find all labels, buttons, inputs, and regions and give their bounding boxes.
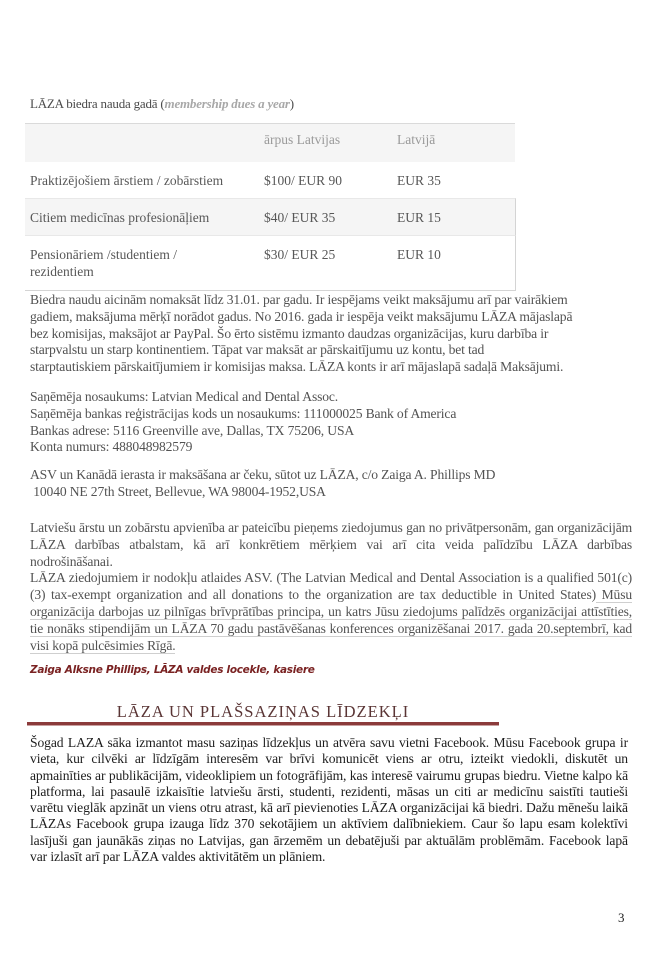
dues-title-en: membership dues a year (164, 96, 290, 111)
row-category: Pensionāriem /studentiem / rezidentiem (30, 247, 177, 279)
row-latvia: EUR 15 (397, 210, 441, 225)
row-category: Citiem medicīnas profesionāļiem (30, 210, 210, 225)
bank-recipient: Saņēmēja nosaukums: Latvian Medical and Dental Assoc. (30, 389, 339, 404)
signature: Zaiga Alksne Phillips, LĀZA valdes locekle, kasiere (30, 664, 315, 676)
table-row (25, 162, 515, 198)
header-abroad: ārpus Latvijas (264, 132, 341, 147)
header-latvia: Latvijā (397, 132, 436, 147)
dues-title (30, 96, 294, 112)
row-category: Praktizējošiem ārstiem / zobārstiem (30, 173, 224, 188)
tax-deduction-text: LĀZA ziedojumiem ir nodokļu atlaides ASV. (The Latvian Medical and Dental Association is a qualified 501(c) (3) tax-exempt organization and all donations to the organization are tax deductible in United States) (30, 570, 632, 603)
payment-info-line: starptautiskiem pārskaitījumiem ir komisijas maksa. LĀZA konts ir arī mājaslapā sadaļā Maksājumi. (30, 359, 564, 375)
row-latvia: EUR 10 (397, 247, 441, 262)
bank-details (30, 389, 632, 456)
bank-address: Bankas adrese: 5116 Greenville ave, Dallas, TX 75206, USA (30, 422, 355, 438)
check-payment-info (30, 467, 632, 501)
volunteer-text: Mūsu organizācija darbojas uz pilnīgas brīvprātības principa, un katrs Jūsu ziedojums palīdzēs organizācijai attīstīties, tie nonāks stipendijām un LĀZA 70 gadu pastāvēšanas konferences organizēšanai 2017. gada 20.septembrī, kad visi kopā pulcēsimies Rīgā. (30, 587, 632, 653)
facebook-paragraph: Šogad LAZA sāka izmantot masu saziņas līdzekļus un atvēra savu vietni Facebook. Mūsu Facebook grupa ir vieta, kur cilvēki ar līdzīgām interesēm var brīvi komunicēt viens ar otru, izteikt viedokli, diskutēt un apmainīties ar publikācijām, videoklipiem un fotogrāfijām, kas interesē vairumu grupas biedru. Vietne kalpo kā platforma, lai pasaulē izkaisītie latviešu ārsti, studenti, rezidenti, māsas un citi ar medicīnu saistīti tautieši varētu vieglāk apzināt un viens otru atrast, kā arī pievienoties LĀZA organizācijai kā biedri. Dažu mēnešu laikā LĀZAs Facebook grupa izauga līdz 370 sekotājiem un aktīviem dalībniekiem. Caur šo lapu esam kolektīvi lasījuši gan jaunākās ziņas no Latvijas, gan ārzemēm un debatējuši par aktuālām problēmām. Facebook lapā var izlasīt arī par LĀZA valdes aktivitātēm un plāniem. (30, 735, 628, 865)
payment-info-line: bez komisijas, maksājot ar PayPal. Šo ērto sistēmu izmanto daudzas organizācijas, kuru darbība ir (30, 325, 549, 341)
row-latvia: EUR 35 (397, 173, 441, 188)
dues-table (25, 123, 515, 291)
row-abroad: $100/ EUR 90 (264, 173, 343, 188)
bank-code: Saņēmēja bankas reģistrācijas kods un nosaukums: 111000025 Bank of America (30, 405, 457, 421)
row-abroad: $30/ EUR 25 (264, 247, 336, 262)
payment-info-line: gadiem, maksājuma mērķī norādot gadus. No 2016. gada ir iespēja veikt maksājumu LĀZA mājaslapā (30, 308, 573, 324)
table-row (25, 235, 516, 291)
row-abroad: $40/ EUR 35 (264, 210, 336, 225)
check-address: 10040 NE 27th Street, Bellevue, WA 98004-1952,USA (30, 483, 326, 499)
section-divider (27, 722, 499, 726)
payment-info-line: starpvalstu un starp kontinentiem. Tāpat var maksāt ar pārskaitījumu uz kontu, bet tad (30, 342, 485, 358)
dues-title-close: ) (289, 96, 294, 111)
payment-info-paragraph (30, 292, 632, 376)
table-header-row (25, 123, 515, 162)
dues-title-lv: LĀZA biedra nauda gadā ( (30, 96, 165, 111)
section-heading: LĀZA UN PLAŠSAZIŅAS LĪDZEKĻI (116, 702, 410, 721)
page-number: 3 (618, 910, 625, 925)
payment-info-line: Biedra naudu aicinām nomaksāt līdz 31.01. par gadu. Ir iespējams veikt maksājumu arī par vairākiem (30, 292, 568, 307)
table-row (25, 198, 516, 235)
tax-deduction-paragraph (30, 570, 632, 654)
check-line: ASV un Kanādā ierasta ir maksāšana ar čeku, sūtot uz LĀZA, c/o Zaiga A. Phillips MD (30, 467, 496, 482)
donations-paragraph: Latviešu ārstu un zobārstu apvienība ar pateicību pieņems ziedojumus gan no privātpersonām, gan organizācijām LĀZA darbības atbalstam, kā arī konkrētiem mērķiem vai arī cita veida palīdzību LĀZA darbības nodrošināšanai. (30, 520, 632, 569)
bank-account: Konta numurs: 488048982579 (30, 439, 193, 455)
donations-section (30, 520, 632, 654)
